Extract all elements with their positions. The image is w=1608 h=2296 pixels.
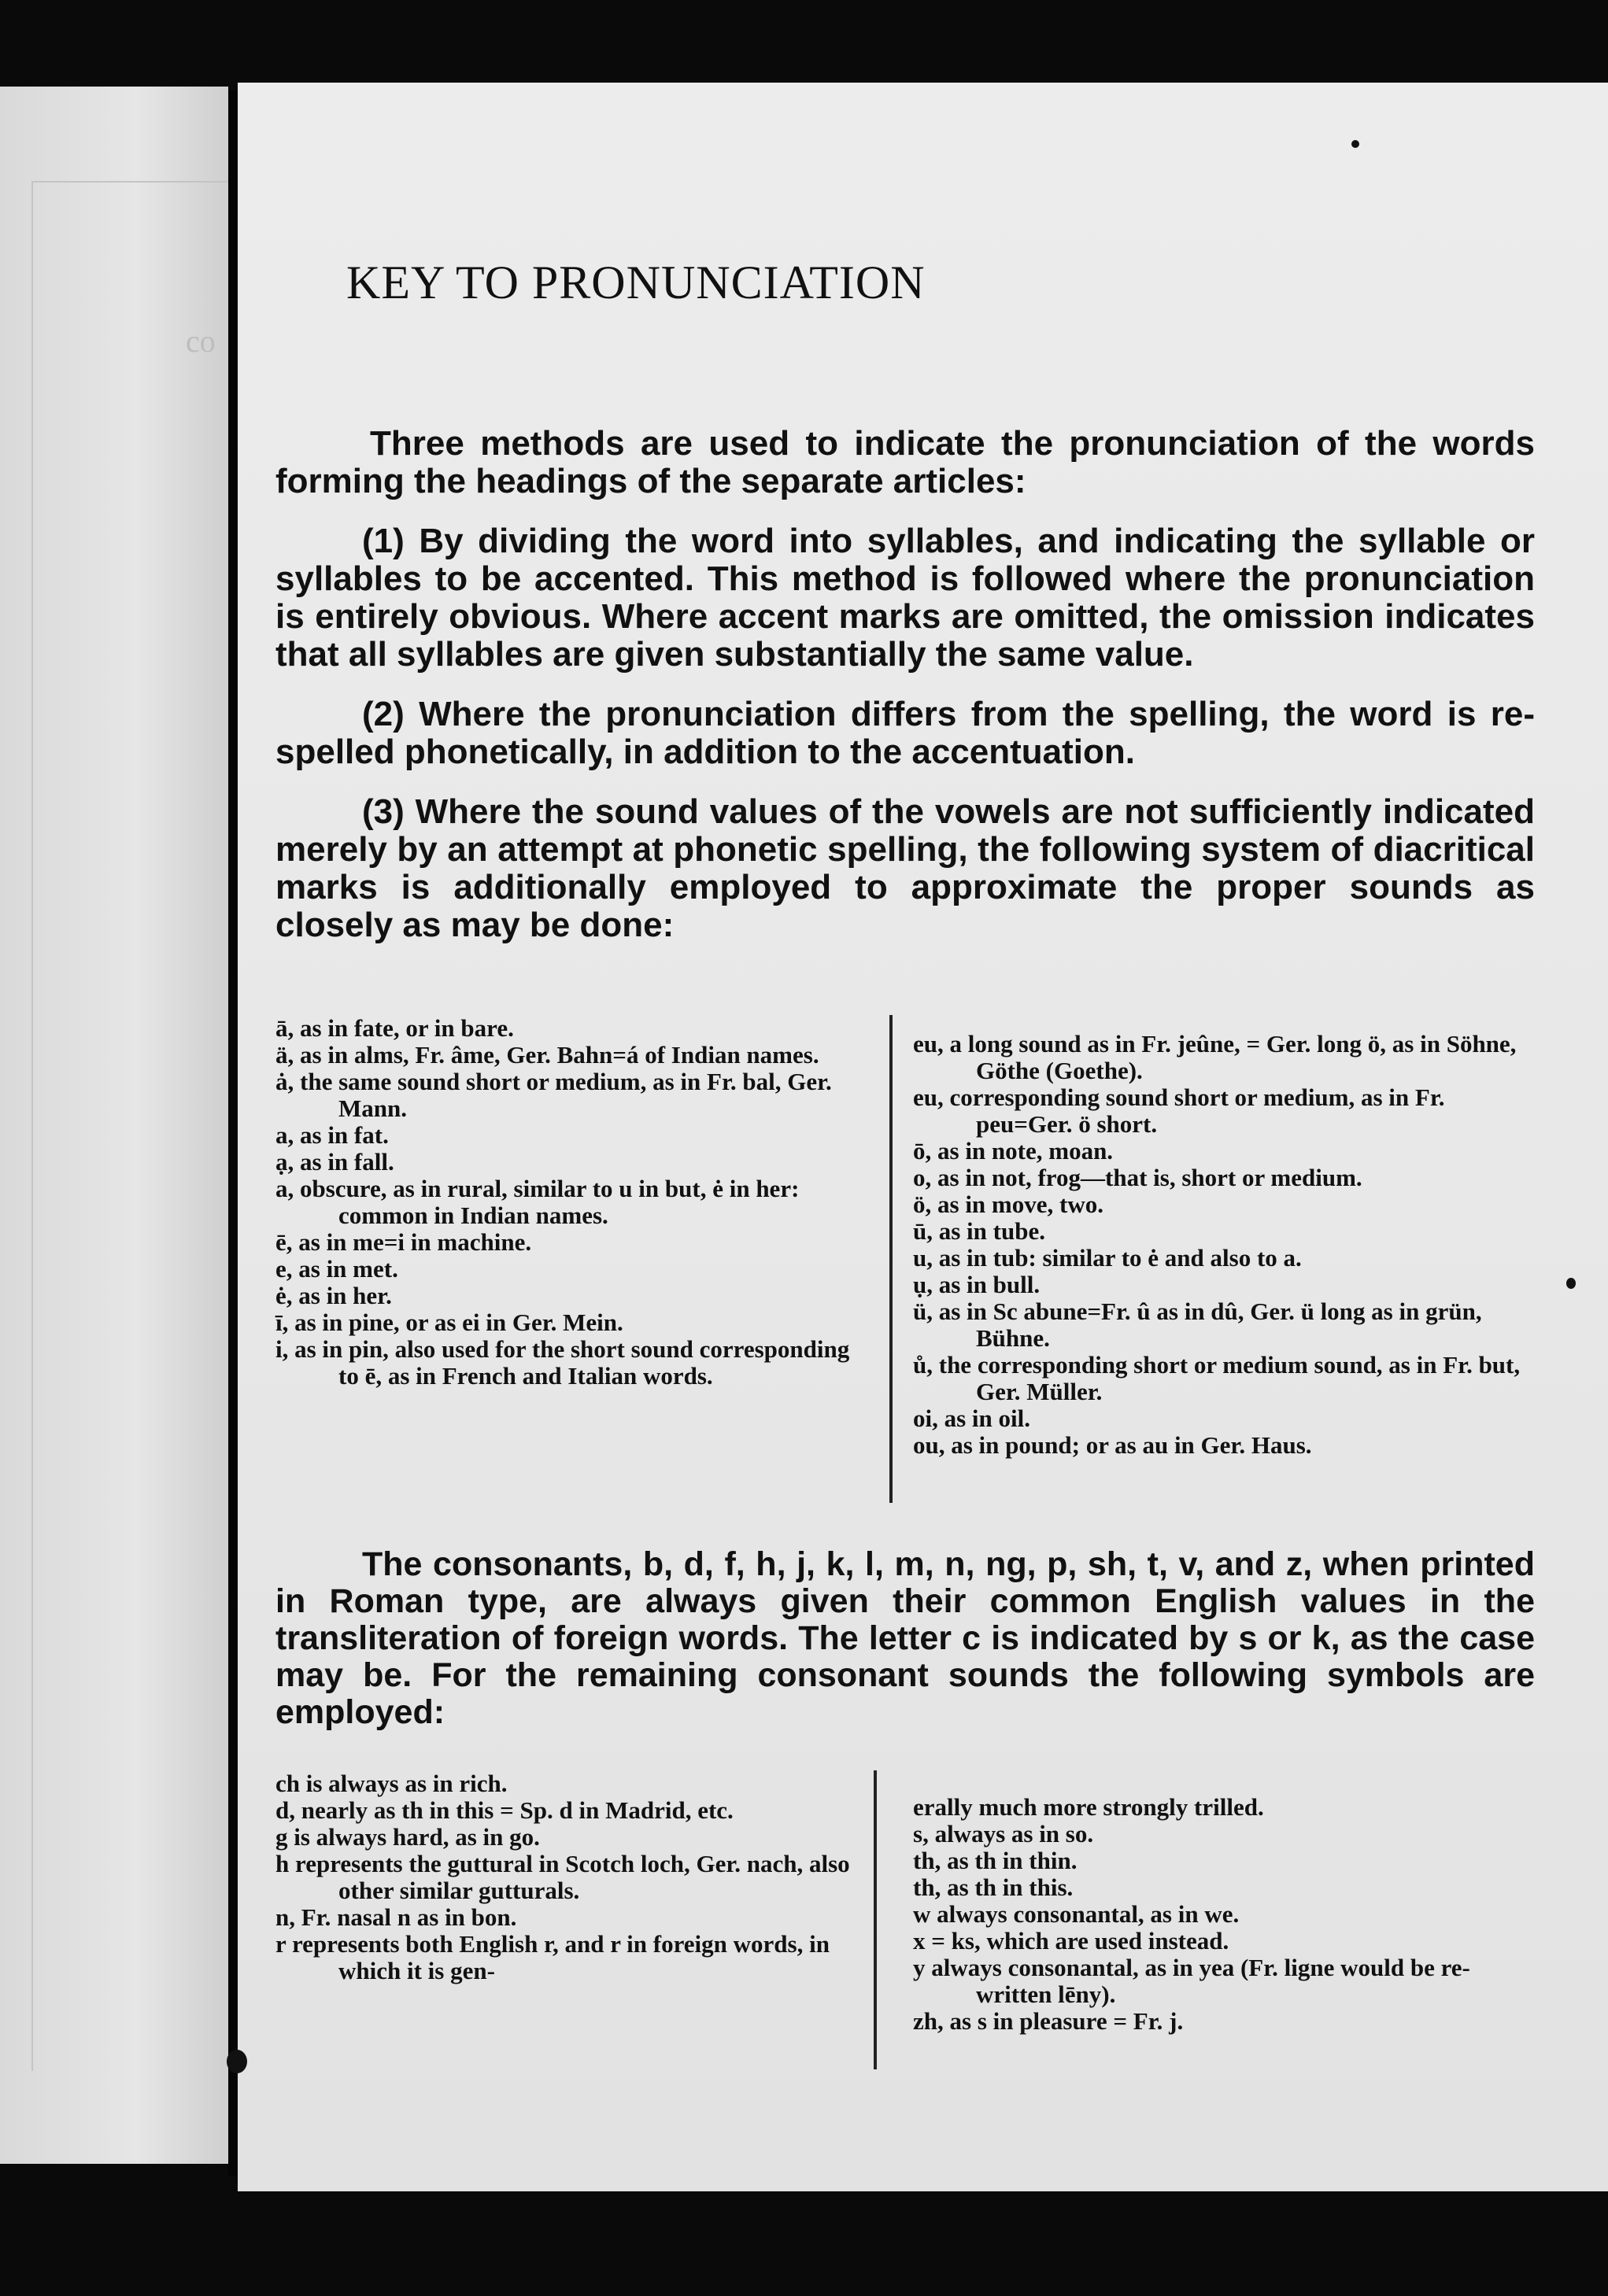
vowel-entry: a, obscure, as in rural, similar to u in but, ė in her: common in Indian names. [275, 1175, 800, 1229]
consonant-entry: erally much more strongly trilled. [913, 1793, 1264, 1821]
vowel-entry: oi, as in oil. [913, 1405, 1031, 1432]
method-2-paragraph: (2) Where the pronunciation differs from the spelling, the word is re-spelled phonetically, in addition to the accentuation. [275, 695, 1535, 771]
consonant-entry: r represents both English r, and r in foreign words, in which it is gen- [275, 1930, 830, 1984]
vowel-entry: ū, as in tube. [913, 1217, 1045, 1245]
consonants-paragraph: The consonants, b, d, f, h, j, k, l, m, n, ng, p, sh, t, v, and z, when printed in Roman type, are always given their common English values in the transliteration of foreign words. The letter c is indicated by s or k, as the case may be. For the remaining consonant sounds the following symbols are employed: [275, 1545, 1535, 1731]
vowel-entry: ā, as in fate, or in bare. [275, 1014, 514, 1042]
consonant-key [275, 1770, 1535, 2101]
consonant-entry: s, always as in so. [913, 1820, 1094, 1848]
vowel-entry: ü, as in Sc abune=Fr. û as in dû, Ger. ü long as in grün, Bühne. [913, 1297, 1482, 1352]
vowel-entry: eu, a long sound as in Fr. jeûne, = Ger. long ö, as in Söhne, Göthe (Goethe). [913, 1030, 1517, 1084]
vowel-entry: eu, corresponding sound short or medium, as in Fr. peu=Ger. ö short. [913, 1083, 1445, 1138]
consonant-entry: th, as th in thin. [913, 1847, 1078, 1874]
vowel-key-right-column [913, 1031, 1527, 1459]
vowel-entry: ou, as in pound; or as au in Ger. Haus. [913, 1431, 1312, 1459]
vowel-entry: ä, as in alms, Fr. âme, Ger. Bahn=á of Indian names. [275, 1041, 819, 1069]
facing-page-border [31, 181, 230, 2071]
consonant-entry: n, Fr. nasal n as in bon. [275, 1903, 517, 1931]
vowel-entry: ī, as in pine, or as ei in Ger. Mein. [275, 1309, 623, 1336]
consonant-entry: x = ks, which are used instead. [913, 1927, 1229, 1955]
column-divider [889, 1015, 893, 1503]
consonant-entry: w always consonantal, as in we. [913, 1900, 1240, 1928]
vowel-entry: ạ, as in fall. [275, 1148, 394, 1176]
vowel-entry: ē, as in me=i in machine. [275, 1228, 532, 1256]
book-gutter [228, 90, 238, 2176]
vowel-entry: ů, the corresponding short or medium sound, as in Fr. but, Ger. Müller. [913, 1351, 1521, 1405]
consonant-entry: d, nearly as th in this = Sp. d in Madrid, etc. [275, 1796, 734, 1824]
method-3-paragraph: (3) Where the sound values of the vowels are not sufficiently indicated merely by an attempt at phonetic spelling, the following system of diacritical marks is additionally employed to approximate the proper sounds as closely as may be done: [275, 792, 1535, 944]
consonant-entry: ch is always as in rich. [275, 1770, 508, 1797]
vowel-entry: o, as in not, frog—that is, short or medium. [913, 1164, 1362, 1191]
vowel-entry: ö, as in move, two. [913, 1190, 1103, 1218]
vowel-entry: ė, as in her. [275, 1282, 392, 1309]
column-divider [874, 1770, 877, 2069]
consonant-entry: y always consonantal, as in yea (Fr. ligne would be re-written lēny). [913, 1954, 1470, 2008]
consonant-entry: zh, as s in pleasure = Fr. j. [913, 2007, 1184, 2035]
consonant-entry: h represents the guttural in Scotch loch, Ger. nach, also other similar gutturals. [275, 1850, 850, 1904]
facing-page-ghost-text: co [186, 323, 216, 359]
vowel-entry: ō, as in note, moan. [913, 1137, 1114, 1165]
ink-spot [227, 2050, 247, 2073]
ink-speck [1566, 1278, 1576, 1289]
vowel-entry: ụ, as in bull. [913, 1271, 1041, 1298]
method-1-paragraph: (1) By dividing the word into syllables, and indicating the syllable or syllables to be accented. This method is followed where the pronunciation is entirely obvious. Where accent marks are omitted, the omission indicates that all syllables are given substantially the same value. [275, 522, 1535, 674]
intro-text [275, 425, 1535, 966]
page-bottom-shadow [238, 2191, 1608, 2296]
consonant-entry: th, as th in this. [913, 1873, 1074, 1901]
consonant-key-left-column [275, 1770, 858, 1984]
consonant-entry: g is always hard, as in go. [275, 1823, 540, 1851]
vowel-entry: i, as in pin, also used for the short sound corresponding to ē, as in French and Italian words. [275, 1335, 850, 1390]
vowel-key-left-column [275, 1015, 874, 1390]
vowel-key [275, 1015, 1535, 1526]
vowel-entry: e, as in met. [275, 1255, 398, 1283]
vowel-entry: u, as in tub: similar to ė and also to a. [913, 1244, 1302, 1272]
consonant-key-right-column [913, 1794, 1527, 2035]
facing-page-edge [0, 87, 228, 2164]
page-title: KEY TO PRONUNCIATION [346, 257, 926, 308]
intro-paragraph: Three methods are used to indicate the pronunciation of the words forming the headings of the separate articles: [275, 424, 1535, 500]
ink-speck [1351, 140, 1359, 148]
vowel-entry: a, as in fat. [275, 1121, 389, 1149]
vowel-entry: ȧ, the same sound short or medium, as in Fr. bal, Ger. Mann. [275, 1068, 832, 1122]
